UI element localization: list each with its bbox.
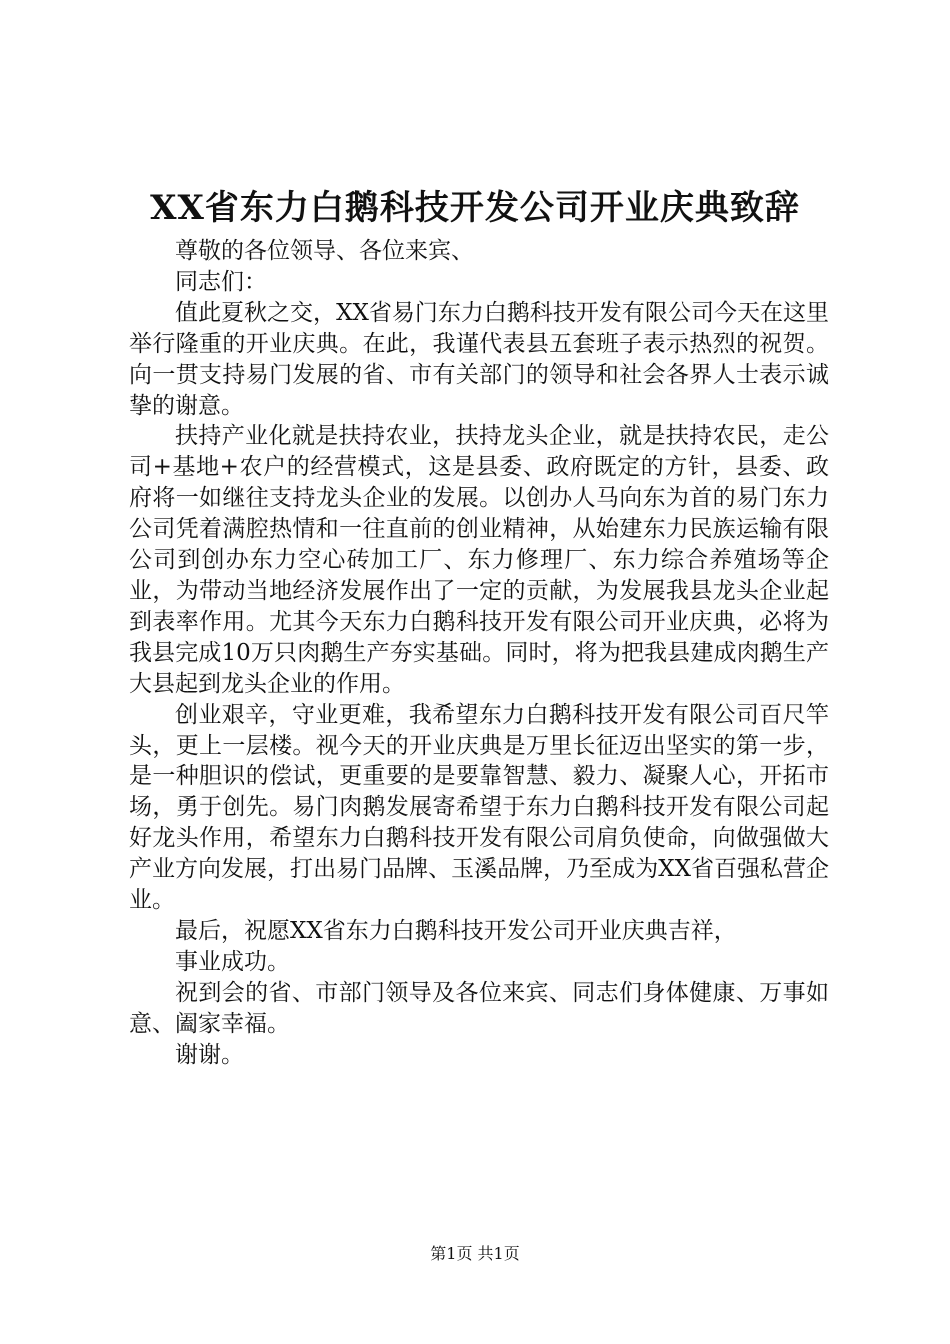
paragraph-opening: 值此夏秋之交，XX省易门东力白鹅科技开发有限公司今天在这里举行隆重的开业庆典。在此，我谨代表县五套班子表示热烈的祝贺。向一贯支持易门发展的省、市有关部门的领导和社会各界人士表示诚挚的谢意。: [129, 299, 829, 419]
page-number-footer: 第1页 共1页: [430, 1244, 520, 1263]
document-title: XX省东力白鹅科技开发公司开业庆典致辞: [150, 188, 800, 228]
paragraph-success: 事业成功。: [175, 948, 290, 975]
paragraph-hope: 创业艰辛，守业更难，我希望东力白鹅科技开发有限公司百尺竿头，更上一层楼。视今天的开业庆典是万里长征迈出坚实的第一步，是一种胆识的偿试，更重要的是要靠智慧、毅力、凝聚人心，开拓市场，勇于创先。易门肉鹅发展寄希望于东力白鹅科技开发有限公司起好龙头作用，希望东力白鹅科技开发有限公司肩负使命，向做强做大产业方向发展，打出易门品牌、玉溪品牌，乃至成为XX省百强私营企业。: [129, 701, 829, 914]
salutation-line-2: 同志们：: [175, 268, 267, 295]
document-body: [129, 236, 829, 1070]
paragraph-support: 扶持产业化就是扶持农业，扶持龙头企业，就是扶持农民，走公司+基地+农户的经营模式，这是县委、政府既定的方针，县委、政府将一如继往支持龙头企业的发展。以创办人马向东为首的易门东力公司凭着满腔热情和一往直前的创业精神，从始建东力民族运输有限公司到创办东力空心砖加工厂、东力修理厂、东力综合养殖场等企业，为带动当地经济发展作出了一定的贡献，为发展我县龙头企业起到表率作用。尤其今天东力白鹅科技开发有限公司开业庆典，必将为我县完成10万只肉鹅生产夯实基础。同时，将为把我县建成肉鹅生产大县起到龙头企业的作用。: [129, 423, 829, 697]
salutation-line-1: 尊敬的各位领导、各位来宾、: [175, 238, 474, 264]
paragraph-blessing: 祝到会的省、市部门领导及各位来宾、同志们身体健康、万事如意、阖家幸福。: [129, 979, 829, 1037]
paragraph-thanks: 谢谢。: [175, 1041, 244, 1068]
paragraph-wish: 最后，祝愿XX省东力白鹅科技开发公司开业庆典吉祥，: [175, 917, 737, 944]
